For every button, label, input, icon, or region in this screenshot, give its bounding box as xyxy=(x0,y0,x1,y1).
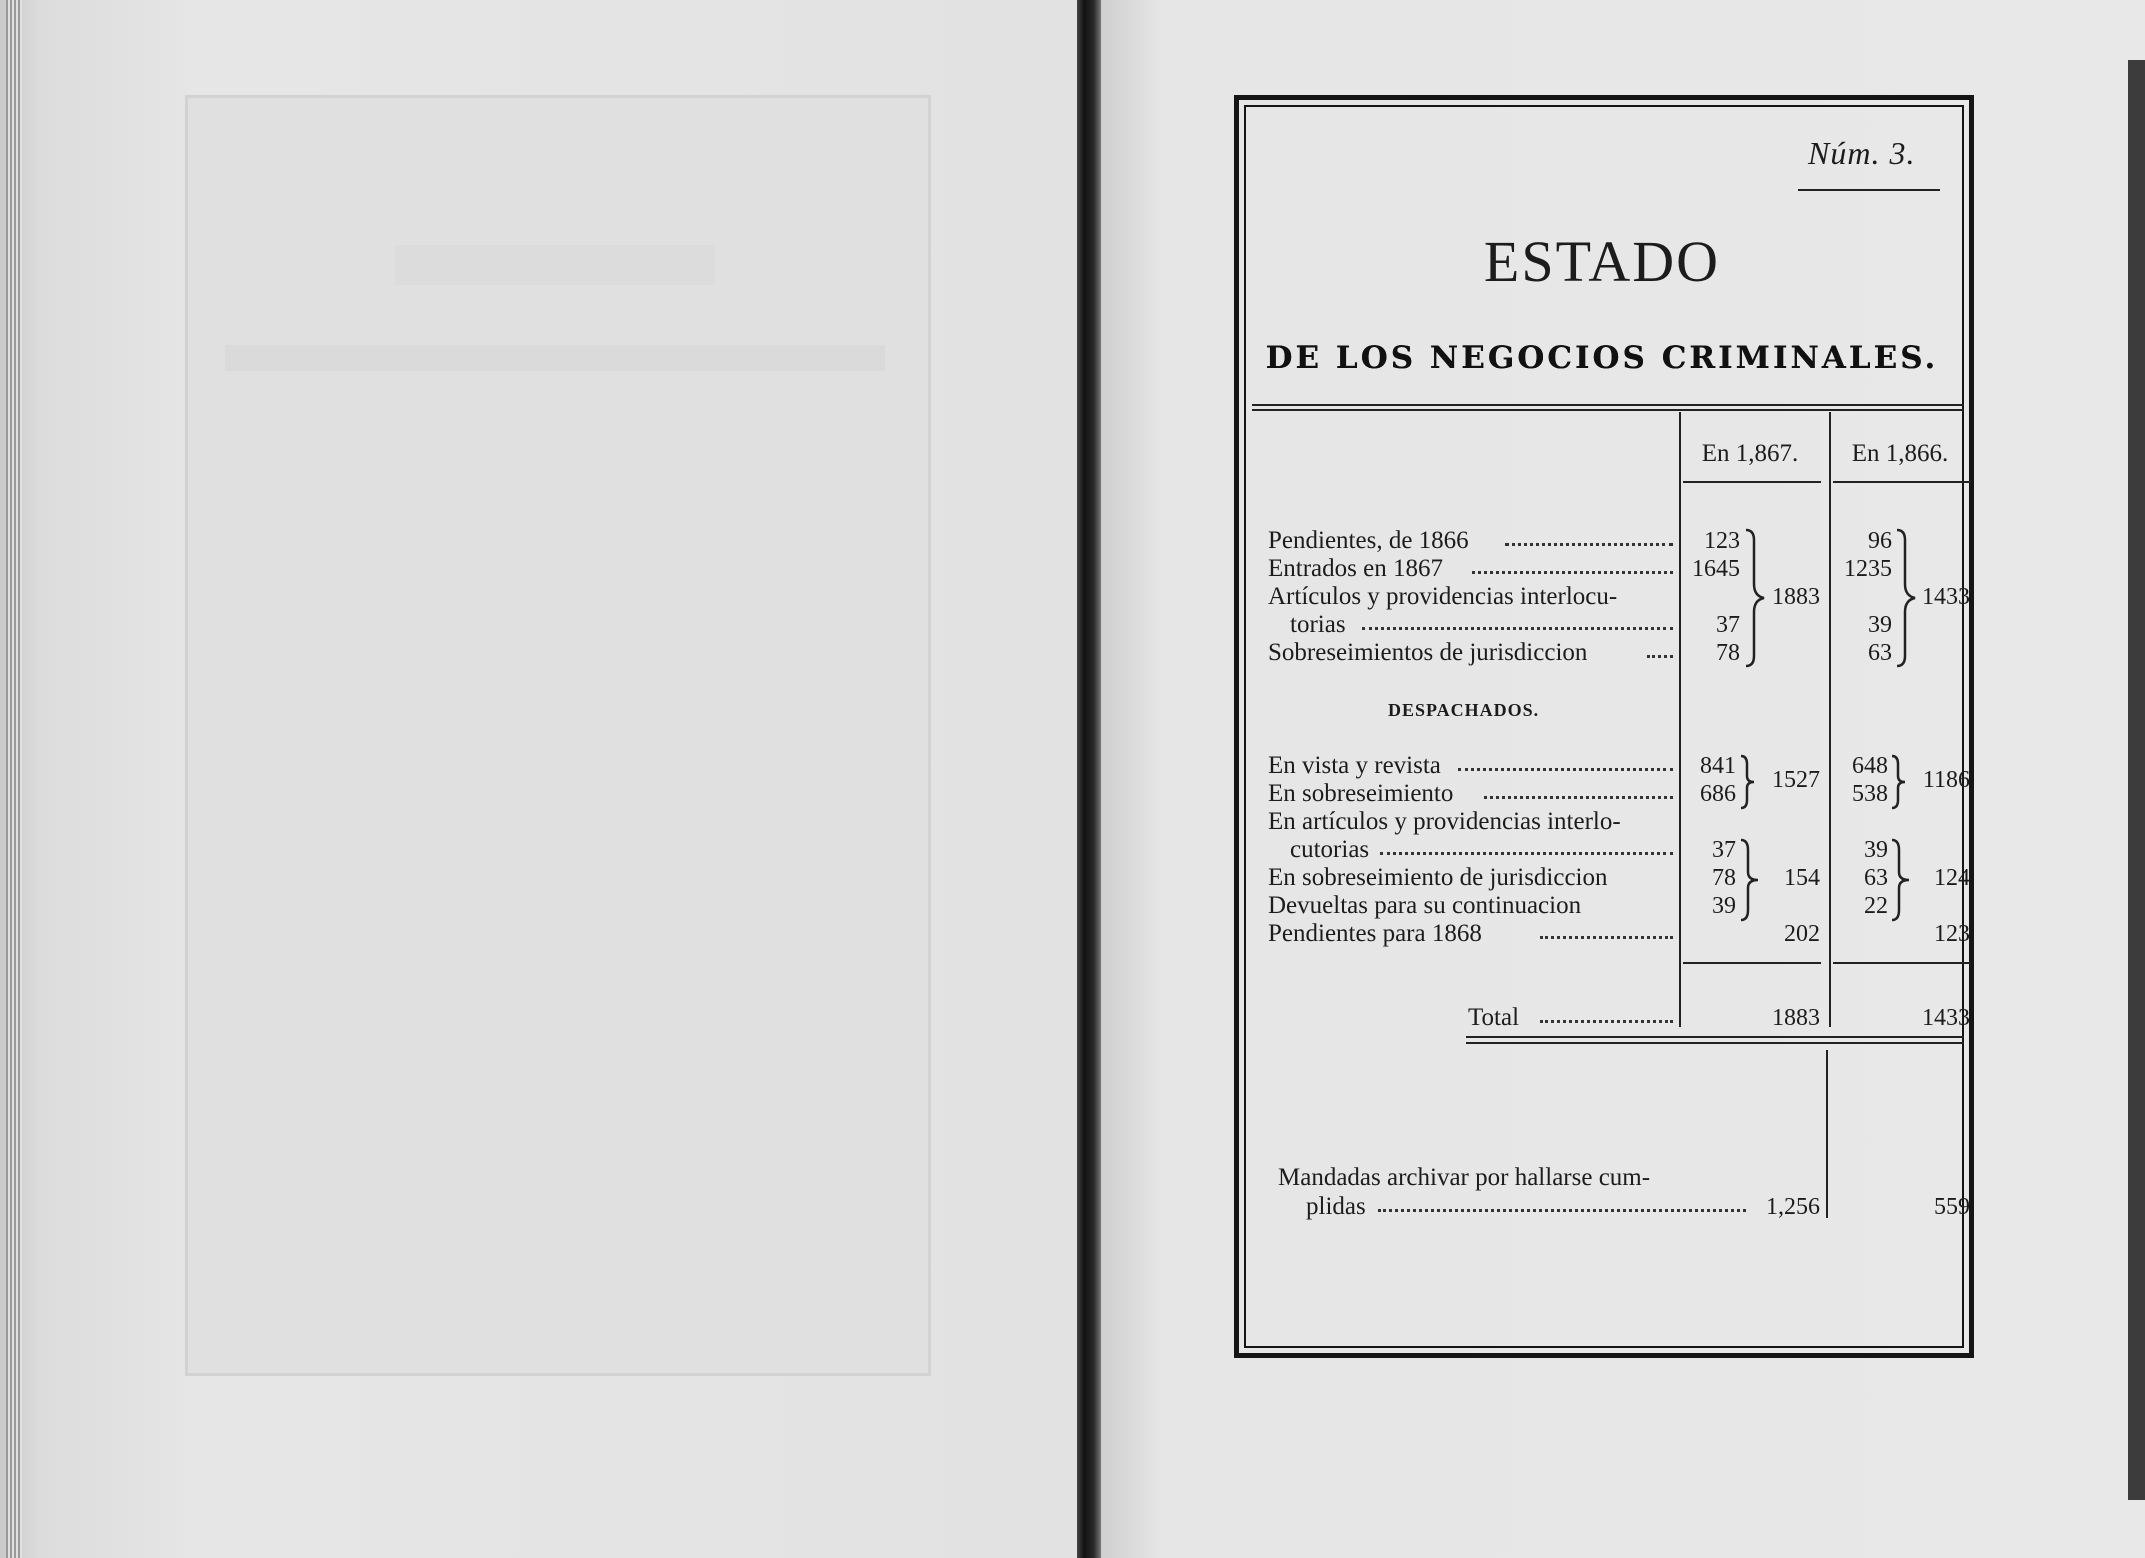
row-label: Pendientes para 1868 xyxy=(1268,920,1482,947)
row-value-1867: 78 xyxy=(1712,865,1736,891)
total-rule xyxy=(1466,1036,1964,1038)
row-label: En vista y revista xyxy=(1268,752,1441,779)
row-value-1866: 648 xyxy=(1852,753,1888,779)
leader-dots xyxy=(1484,794,1673,799)
header-rule-2 xyxy=(1252,409,1964,411)
pending-value-1867: 202 xyxy=(1784,921,1820,947)
leader-dots xyxy=(1505,541,1673,546)
row-value-1867: 39 xyxy=(1712,893,1736,919)
col2-header-rule xyxy=(1833,481,1971,483)
row-value-1867: 841 xyxy=(1700,753,1736,779)
row-value-1866: 22 xyxy=(1864,893,1888,919)
archive-value-1866: 559 xyxy=(1934,1194,1970,1220)
group2-sum-1867: 154 xyxy=(1784,865,1820,891)
row-value-1866: 63 xyxy=(1868,640,1892,666)
row-label: Devueltas para su continuacion xyxy=(1268,892,1582,919)
leader-dots xyxy=(1362,625,1673,630)
row-value-1866: 39 xyxy=(1868,612,1892,638)
section-heading: DESPACHADOS. xyxy=(1388,700,1540,720)
received-total-1867: 1883 xyxy=(1772,584,1820,610)
received-total-1866: 1433 xyxy=(1922,584,1970,610)
column-divider-2 xyxy=(1829,412,1831,1027)
row-label: En artículos y providencias interlo- xyxy=(1268,808,1621,835)
group1-sum-1867: 1527 xyxy=(1772,767,1820,793)
bleed-through-title xyxy=(395,245,715,285)
book-gutter xyxy=(1077,0,1101,1558)
row-value-1866: 96 xyxy=(1868,528,1892,554)
row-value-1866: 1235 xyxy=(1844,556,1892,582)
row-label: En sobreseimiento de jurisdiccion xyxy=(1268,864,1608,891)
col1-header-rule xyxy=(1683,481,1821,483)
archive-label-continued: plidas xyxy=(1306,1193,1366,1220)
row-value-1866: 538 xyxy=(1852,781,1888,807)
total-label: Total xyxy=(1468,1004,1520,1031)
number-rule xyxy=(1798,189,1940,191)
row-value-1866: 39 xyxy=(1864,837,1888,863)
leader-dots xyxy=(1458,766,1673,771)
page-number: Núm. 3. xyxy=(1808,135,1916,171)
row-value-1867: 78 xyxy=(1716,640,1740,666)
archive-value-1867: 1,256 xyxy=(1766,1194,1820,1220)
leader-dots xyxy=(1540,934,1673,939)
row-label-continued: cutorias xyxy=(1290,836,1370,863)
page-title: ESTADO xyxy=(1483,229,1721,294)
column-divider-1 xyxy=(1679,412,1681,1027)
page-edges xyxy=(6,0,22,1558)
bleed-through-frame xyxy=(185,95,931,1376)
brace-icon xyxy=(1738,754,1758,810)
leader-dots xyxy=(1378,1207,1746,1212)
row-value-1867: 37 xyxy=(1712,837,1736,863)
leader-dots xyxy=(1540,1018,1673,1023)
pending-value-1866: 123 xyxy=(1934,921,1970,947)
column-header-1867: En 1,867. xyxy=(1701,440,1799,467)
row-label: En sobreseimiento xyxy=(1268,780,1454,807)
row-label: Pendientes, de 1866 xyxy=(1268,527,1469,554)
row-value-1867: 1645 xyxy=(1692,556,1740,582)
row-label-continued: torias xyxy=(1290,611,1346,638)
archive-divider xyxy=(1826,1050,1828,1218)
total-value-1866: 1433 xyxy=(1922,1005,1970,1031)
page-edge-shadow xyxy=(2128,60,2145,1500)
row-label: Artículos y providencias interlocu- xyxy=(1268,583,1618,610)
leader-dots xyxy=(1380,850,1673,855)
bleed-through-subtitle xyxy=(225,345,885,371)
row-value-1867: 123 xyxy=(1704,528,1740,554)
sum-rule-1867 xyxy=(1683,962,1821,964)
header-rule xyxy=(1252,404,1964,406)
row-label: Sobreseimientos de jurisdiccion xyxy=(1268,639,1588,666)
total-value-1867: 1883 xyxy=(1772,1005,1820,1031)
row-label: Entrados en 1867 xyxy=(1268,555,1443,582)
row-value-1867: 686 xyxy=(1700,781,1736,807)
total-rule-2 xyxy=(1466,1042,1964,1044)
page-subtitle: DE LOS NEGOCIOS CRIMINALES. xyxy=(1265,340,1939,376)
group2-sum-1866: 124 xyxy=(1934,865,1970,891)
group1-sum-1866: 1186 xyxy=(1922,767,1970,793)
row-value-1867: 37 xyxy=(1716,612,1740,638)
leader-dots xyxy=(1472,569,1673,574)
leader-dots xyxy=(1647,653,1673,658)
row-value-1866: 63 xyxy=(1864,865,1888,891)
sum-rule-1866 xyxy=(1833,962,1971,964)
archive-label: Mandadas archivar por hallarse cum- xyxy=(1278,1164,1651,1191)
column-header-1866: En 1,866. xyxy=(1851,440,1949,467)
